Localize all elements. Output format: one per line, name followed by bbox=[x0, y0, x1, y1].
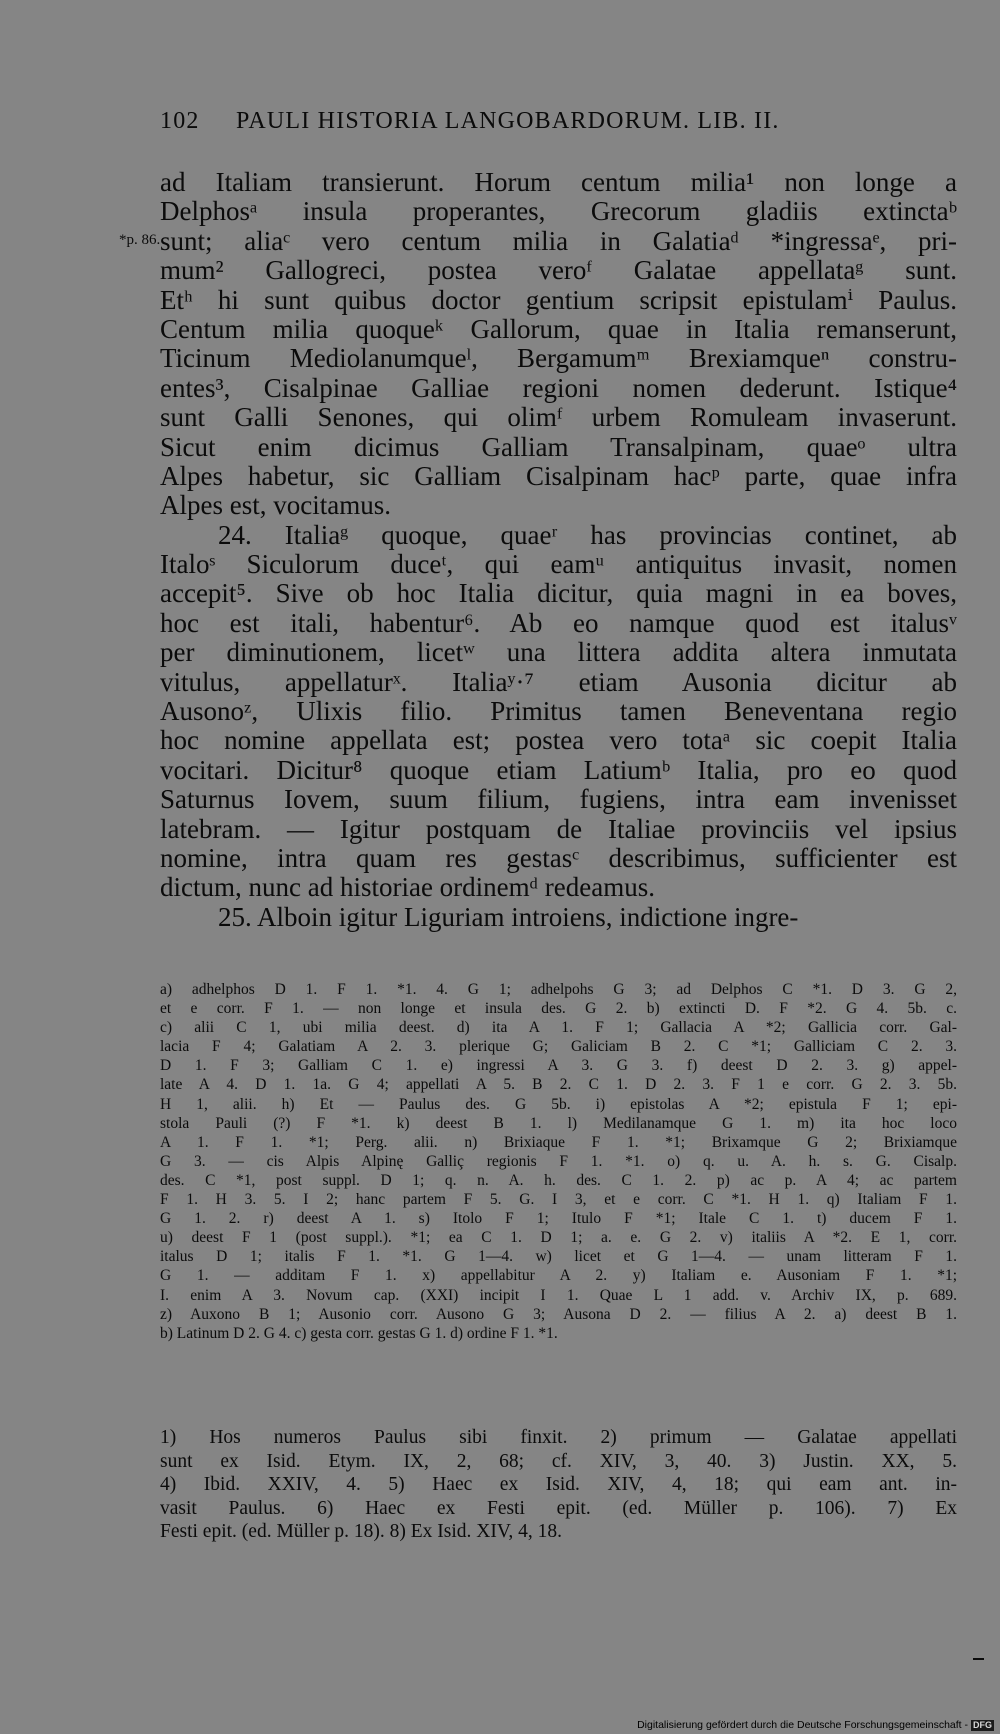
text-line: accepit⁵. Sive ob hoc Italia dicitur, quia magni in ea boves, bbox=[160, 578, 957, 609]
critical-apparatus bbox=[160, 980, 957, 1343]
text-line: Centum milia quoqueᵏ Gallorum, quae in Italia remanserunt, bbox=[160, 313, 957, 344]
text-line: Sicut enim dicimus Galliam Transalpinam, quaeᵒ ultra bbox=[160, 431, 957, 462]
text-line: Saturnus Iovem, suum filium, fugiens, intra eam invenisset bbox=[160, 784, 957, 815]
apparatus-line: lacia F 4; Galatiam A 2. 3. plerique G; Galiciam B 2. C *1; Galliciam C 2. 3. bbox=[160, 1038, 957, 1056]
text-line: Ticinum Mediolanumqueˡ, Bergamumᵐ Brexiamqueⁿ constru- bbox=[160, 343, 957, 374]
apparatus-line: italus D 1; italis F 1. *1. G 1—4. w) licet et G 1—4. — unam litteram F 1. bbox=[160, 1248, 957, 1266]
apparatus-line: a) adhelphos D 1. F 1. *1. 4. G 1; adhelpohs G 3; ad Delphos C *1. D 3. G 2, bbox=[160, 981, 957, 998]
text-line: entes³, Cisalpinae Galliae regioni nomen dederunt. Istique⁴ bbox=[160, 372, 957, 403]
text-line: Alpes habetur, sic Galliam Cisalpinam hacᵖ parte, quae infra bbox=[160, 460, 957, 491]
dfg-logo: DFG bbox=[973, 1720, 992, 1730]
text-line: nomine, intra quam res gestasᶜ describimus, sufficienter est bbox=[160, 842, 957, 873]
text-line: vitulus, appellaturˣ. Italiaʸ·⁷ etiam Ausonia dicitur ab bbox=[160, 666, 957, 697]
margin-dash bbox=[973, 1658, 984, 1660]
page-number: 102 bbox=[160, 108, 200, 134]
apparatus-line: G 1. — additam F 1. x) appellabitur A 2. y) Italiam e. Ausoniam F 1. *1; bbox=[160, 1267, 957, 1285]
apparatus-line: des. C *1, post suppl. D 1; q. n. A. h. des. C 1. 2. p) ac p. A 4; ac partem bbox=[160, 1171, 957, 1189]
text-line: 24. Italiaᵍ quoque, quaeʳ has provincias continet, ab bbox=[218, 519, 957, 550]
text-line: sunt Galli Senones, qui olimᶠ urbem Romuleam invaserunt. bbox=[160, 402, 957, 433]
funding-note bbox=[637, 1719, 994, 1731]
text-line: ad Italiam transierunt. Horum centum milia¹ non longe a bbox=[160, 167, 957, 197]
text-line: Ausonoᶻ, Ulixis filio. Primitus tamen Beneventana regio bbox=[160, 696, 957, 727]
apparatus-line: et e corr. F 1. — non longe et insula des. G 2. b) extincti D. F *2. G 4. 5b. c. bbox=[160, 1000, 957, 1018]
apparatus-line: H 1, alii. h) Et — Paulus des. G 5b. i) epistolas A *2; epistula F 1; epi- bbox=[160, 1095, 957, 1113]
footnote-line: 1) Hos numeros Paulus sibi finxit. 2) primum — Galatae appellati bbox=[160, 1427, 957, 1448]
apparatus-line: A 1. F 1. *1; Perg. alii. n) Brixiaque F 1. *1; Brixamque G 2; Brixiamque bbox=[160, 1133, 957, 1151]
margin-page-reference: *p. 86. bbox=[119, 232, 161, 248]
main-text bbox=[160, 168, 957, 932]
apparatus-line: b) Latinum D 2. G 4. c) gesta corr. gestas G 1. d) ordine F 1. *1. bbox=[160, 1324, 558, 1342]
footnote-line: vasit Paulus. 6) Haec ex Festi epit. (ed. Müller p. 106). 7) Ex bbox=[160, 1497, 957, 1519]
apparatus-line: z) Auxono B 1; Ausonio corr. Ausono G 3; Ausona D 2. — filius A 2. a) deest B 1. bbox=[160, 1305, 957, 1323]
text-line: per diminutionem, licetʷ una littera addita altera inmutata bbox=[160, 637, 957, 668]
text-line: latebram. — Igitur postquam de Italiae provinciis vel ipsius bbox=[160, 813, 957, 844]
apparatus-line: stola Pauli (?) F *1. k) deest B 1. l) Medilanamque G 1. m) ita hoc loco bbox=[160, 1114, 957, 1132]
funding-text: Digitalisierung gefördert durch die Deutsche Forschungsgemeinschaft - bbox=[637, 1719, 968, 1731]
text-line: Italoˢ Siculorum duceᵗ, qui eamᵘ antiquitus invasit, nomen bbox=[160, 549, 957, 580]
text-line: hoc nomine appellata est; postea vero totaᵃ sic coepit Italia bbox=[160, 725, 957, 756]
text-line: dictum, nunc ad historiae ordinemᵈ redeamus. bbox=[160, 872, 656, 903]
text-line: vocitari. Dicitur⁸ quoque etiam Latiumᵇ Italia, pro eo quod bbox=[160, 754, 957, 785]
apparatus-line: F 1. H 3. 5. I 2; hanc partem F 5. G. I 3, et e corr. C *1. H 1. q) Italiam F 1. bbox=[160, 1191, 957, 1209]
text-line: Delphosᵃ insula properantes, Grecorum gladiis extinctaᵇ bbox=[160, 196, 957, 227]
text-line: mum² Gallogreci, postea veroᶠ Galatae appellataᵍ sunt. bbox=[160, 255, 957, 286]
apparatus-line: c) alii C 1, ubi milia deest. d) ita A 1. F 1; Gallacia A *2; Gallicia corr. Gal- bbox=[160, 1019, 957, 1037]
text-line: hoc est itali, habentur⁶. Ab eo namque quod est italusᵛ bbox=[160, 607, 957, 638]
footnote-line: 4) Ibid. XXIV, 4. 5) Haec ex Isid. XIV, 4, 18; qui eam ant. in- bbox=[160, 1474, 957, 1495]
footnote-line: sunt ex Isid. Etym. IX, 2, 68; cf. XIV, 3, 40. 3) Justin. XX, 5. bbox=[160, 1450, 957, 1472]
apparatus-line: D 1. F 3; Galliam C 1. e) ingressi A 3. G 3. f) deest D 2. 3. g) appel- bbox=[160, 1057, 957, 1075]
running-head bbox=[160, 108, 860, 135]
apparatus-line: I. enim A 3. Novum cap. (XXI) incipit I 1. Quae L 1 add. v. Archiv IX, p. 689. bbox=[160, 1286, 957, 1304]
apparatus-line: G 1. 2. r) deest A 1. s) Itolo F 1; Itulo F *1; Itale C 1. t) ducem F 1. bbox=[160, 1210, 957, 1228]
text-line: Etʰ hi sunt quibus doctor gentium scripsit epistulamⁱ Paulus. bbox=[160, 284, 957, 315]
running-title: PAULI HISTORIA LANGOBARDORUM. LIB. II. bbox=[236, 108, 780, 134]
apparatus-line: late A 4. D 1. 1a. G 4; appellati A 5. B 2. C 1. D 2. 3. F 1 e corr. G 2. 3. 5b. bbox=[160, 1076, 957, 1094]
footnote-line: Festi epit. (ed. Müller p. 18). 8) Ex Isid. XIV, 4, 18. bbox=[160, 1521, 563, 1542]
text-line: sunt; aliaᶜ vero centum milia in Galatiaᵈ *ingressaᵉ, pri- bbox=[160, 225, 957, 256]
apparatus-line: G 3. — cis Alpis Alpinę Galliç regionis F 1. *1. o) q. u. A. h. s. G. Cisalp. bbox=[160, 1152, 957, 1170]
text-line: 25. Alboin igitur Liguriam introiens, indictione ingre- bbox=[218, 901, 799, 932]
text-line: Alpes est, vocitamus. bbox=[160, 490, 391, 521]
source-footnotes bbox=[160, 1426, 957, 1544]
apparatus-line: u) deest F 1 (post suppl.). *1; ea C 1. D 1; a. e. G 2. v) italiis A *2. E 1, corr. bbox=[160, 1229, 957, 1247]
